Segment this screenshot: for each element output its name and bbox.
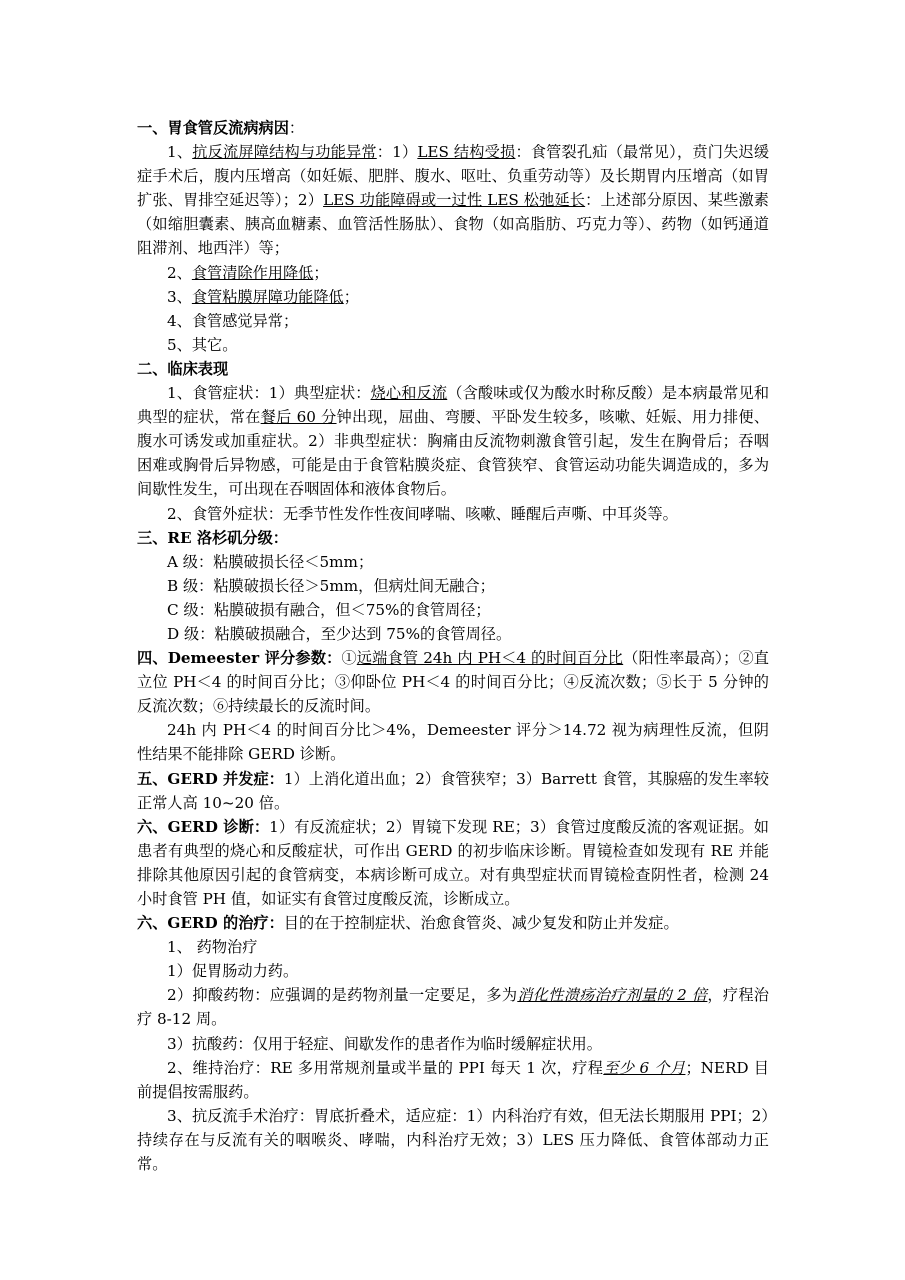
paragraph-treatment-5: 2、维持治疗：RE 多用常规剂量或半量的 PPI 每天 1 次，疗程至少 6 个月；NERD 目前提倡按需服药。 — [137, 1058, 769, 1101]
paragraph-treatment-1: 1、 药物治疗 — [167, 938, 258, 957]
section-heading-complications: 五、GERD 并发症： — [137, 769, 284, 788]
underlined-term: 食管清除作用降低 — [191, 263, 314, 282]
underlined-term: 餐后 60 分 — [260, 408, 337, 427]
section-heading-la-grade: 三、RE 洛杉矶分级： — [137, 528, 288, 547]
underlined-italic-term: 至少 6 个月 — [603, 1058, 686, 1077]
section-heading-clinical: 二、临床表现 — [137, 359, 229, 378]
paragraph-treatment-4: 3）抗酸药：仅用于轻症、间歇发作的患者作为临时缓解症状用。 — [167, 1034, 602, 1053]
paragraph-treatment-3: 2）抑酸药物：应强调的是药物剂量一定要足，多为消化性溃疡治疗剂量的 2 倍，疗程治疗 8-12 周。 — [137, 986, 769, 1029]
paragraph-clinical-2: 2、食管外症状：无季节性发作性夜间哮喘、咳嗽、睡醒后声嘶、中耳炎等。 — [167, 504, 678, 523]
paragraph-etiology-2: 2、食管清除作用降低； — [167, 263, 329, 282]
underlined-term: 烧心和反流 — [370, 384, 448, 403]
paragraph-etiology-3: 3、食管粘膜屏障功能降低； — [167, 287, 359, 306]
underlined-term: 食管粘膜屏障功能降低 — [191, 287, 344, 306]
heading-text: 一、胃食管反流病病因 — [137, 119, 289, 137]
underlined-term: 抗反流屏障结构与功能异常 — [192, 143, 377, 162]
section-heading-etiology: 一、胃食管反流病病因： — [137, 119, 305, 137]
grade-item: D 级：粘膜破损融合，至少达到 75%的食管周径。 — [167, 624, 512, 643]
underlined-term: LES 功能障碍或一过性 LES 松弛延长 — [323, 191, 586, 210]
paragraph-diagnosis: 六、GERD 诊断：1）有反流症状；2）胃镜下发现 RE；3）食管过度酸反流的客观证据。如患者有典型的烧心和反酸症状，可作出 GERD 的初步临床诊断。胃镜检查如发现有 RE 并能排除其他原因引起的食管病变，本病诊断可成立。对有典型症状而胃镜检查阴性者，检测 24 小时食管 PH 值，如证实有食管过度酸反流，诊断成立。 — [137, 817, 769, 908]
underlined-term: 远端食管 24h 内 PH＜4 的时间百分比 — [356, 649, 624, 668]
grade-item: A 级：粘膜破损长径＜5mm； — [167, 552, 374, 571]
paragraph-clinical-1: 1、食管症状：1）典型症状：烧心和反流（含酸味或仅为酸水时称反酸）是本病最常见和典型的症状，常在餐后 60 分钟出现，屈曲、弯腰、平卧发生较多，咳嗽、妊娠、用力排便、腹水可诱发或加重症状。2）非典型症状：胸痛由反流物刺激食管引起，发生在胸骨后；吞咽困难或胸骨后异物感，可能是由于食管粘膜炎症、食管狭窄、食管运动功能失调造成的，多为间歇性发生，可出现在吞咽固体和液体食物后。 — [137, 384, 770, 499]
paragraph-complications: 五、GERD 并发症：1）上消化道出血；2）食管狭窄；3）Barrett 食管，其腺癌的发生率较正常人高 10~20 倍。 — [137, 769, 769, 812]
paragraph-treatment-2: 1）促胃肠动力药。 — [167, 962, 299, 981]
document-page — [137, 116, 769, 1176]
underlined-term: LES 结构受损 — [417, 143, 516, 162]
paragraph-demeester: 四、Demeester 评分参数：①远端食管 24h 内 PH＜4 的时间百分比（阳性率最高）；②直立位 PH＜4 的时间百分比；③仰卧位 PH＜4 的时间百分比；④反流次数；⑤长于 5 分钟的反流次数；⑥持续最长的反流时间。 — [137, 649, 769, 716]
section-heading-demeester: 四、Demeester 评分参数： — [137, 649, 342, 668]
paragraph-etiology-5: 5、其它。 — [167, 335, 238, 354]
paragraph-etiology-1: 1、抗反流屏障结构与功能异常：1）LES 结构受损：食管裂孔疝（最常见），贲门失迟缓症手术后，腹内压增高（如妊娠、肥胖、腹水、呕吐、负重劳动等）及长期胃内压增高（如胃扩张、胃排空延迟等）；2）LES 功能障碍或一过性 LES 松弛延长：上述部分原因、某些激素（如缩胆囊素、胰高血糖素、血管活性肠肽）、食物（如高脂肪、巧克力等）、药物（如钙通道阻滞剂、地西泮）等； — [137, 143, 770, 258]
paragraph-treatment-6: 3、抗反流手术治疗：胃底折叠术，适应症：1）内科治疗有效，但无法长期服用 PPI；2）持续存在与反流有关的咽喉炎、哮喘，内科治疗无效；3）LES 压力降低、食管体部动力正常。 — [137, 1106, 769, 1174]
grade-item: C 级：粘膜破损有融合，但＜75%的食管周径； — [167, 600, 491, 619]
grade-item: B 级：粘膜破损长径＞5mm，但病灶间无融合； — [167, 576, 495, 595]
paragraph-etiology-4: 4、食管感觉异常； — [167, 311, 299, 330]
underlined-italic-term: 消化性溃疡治疗剂量的 2 倍 — [517, 986, 708, 1005]
paragraph-demeester-2: 24h 内 PH＜4 的时间百分比＞4%，Demeester 评分＞14.72 视为病理性反流，但阴性结果不能排除 GERD 诊断。 — [137, 721, 769, 764]
paragraph-treatment: 六、GERD 的治疗：目的在于控制症状、治愈食管炎、减少复发和防止并发症。 — [137, 914, 679, 933]
section-heading-diagnosis: 六、GERD 诊断： — [137, 817, 270, 836]
section-heading-treatment: 六、GERD 的治疗： — [137, 914, 284, 933]
